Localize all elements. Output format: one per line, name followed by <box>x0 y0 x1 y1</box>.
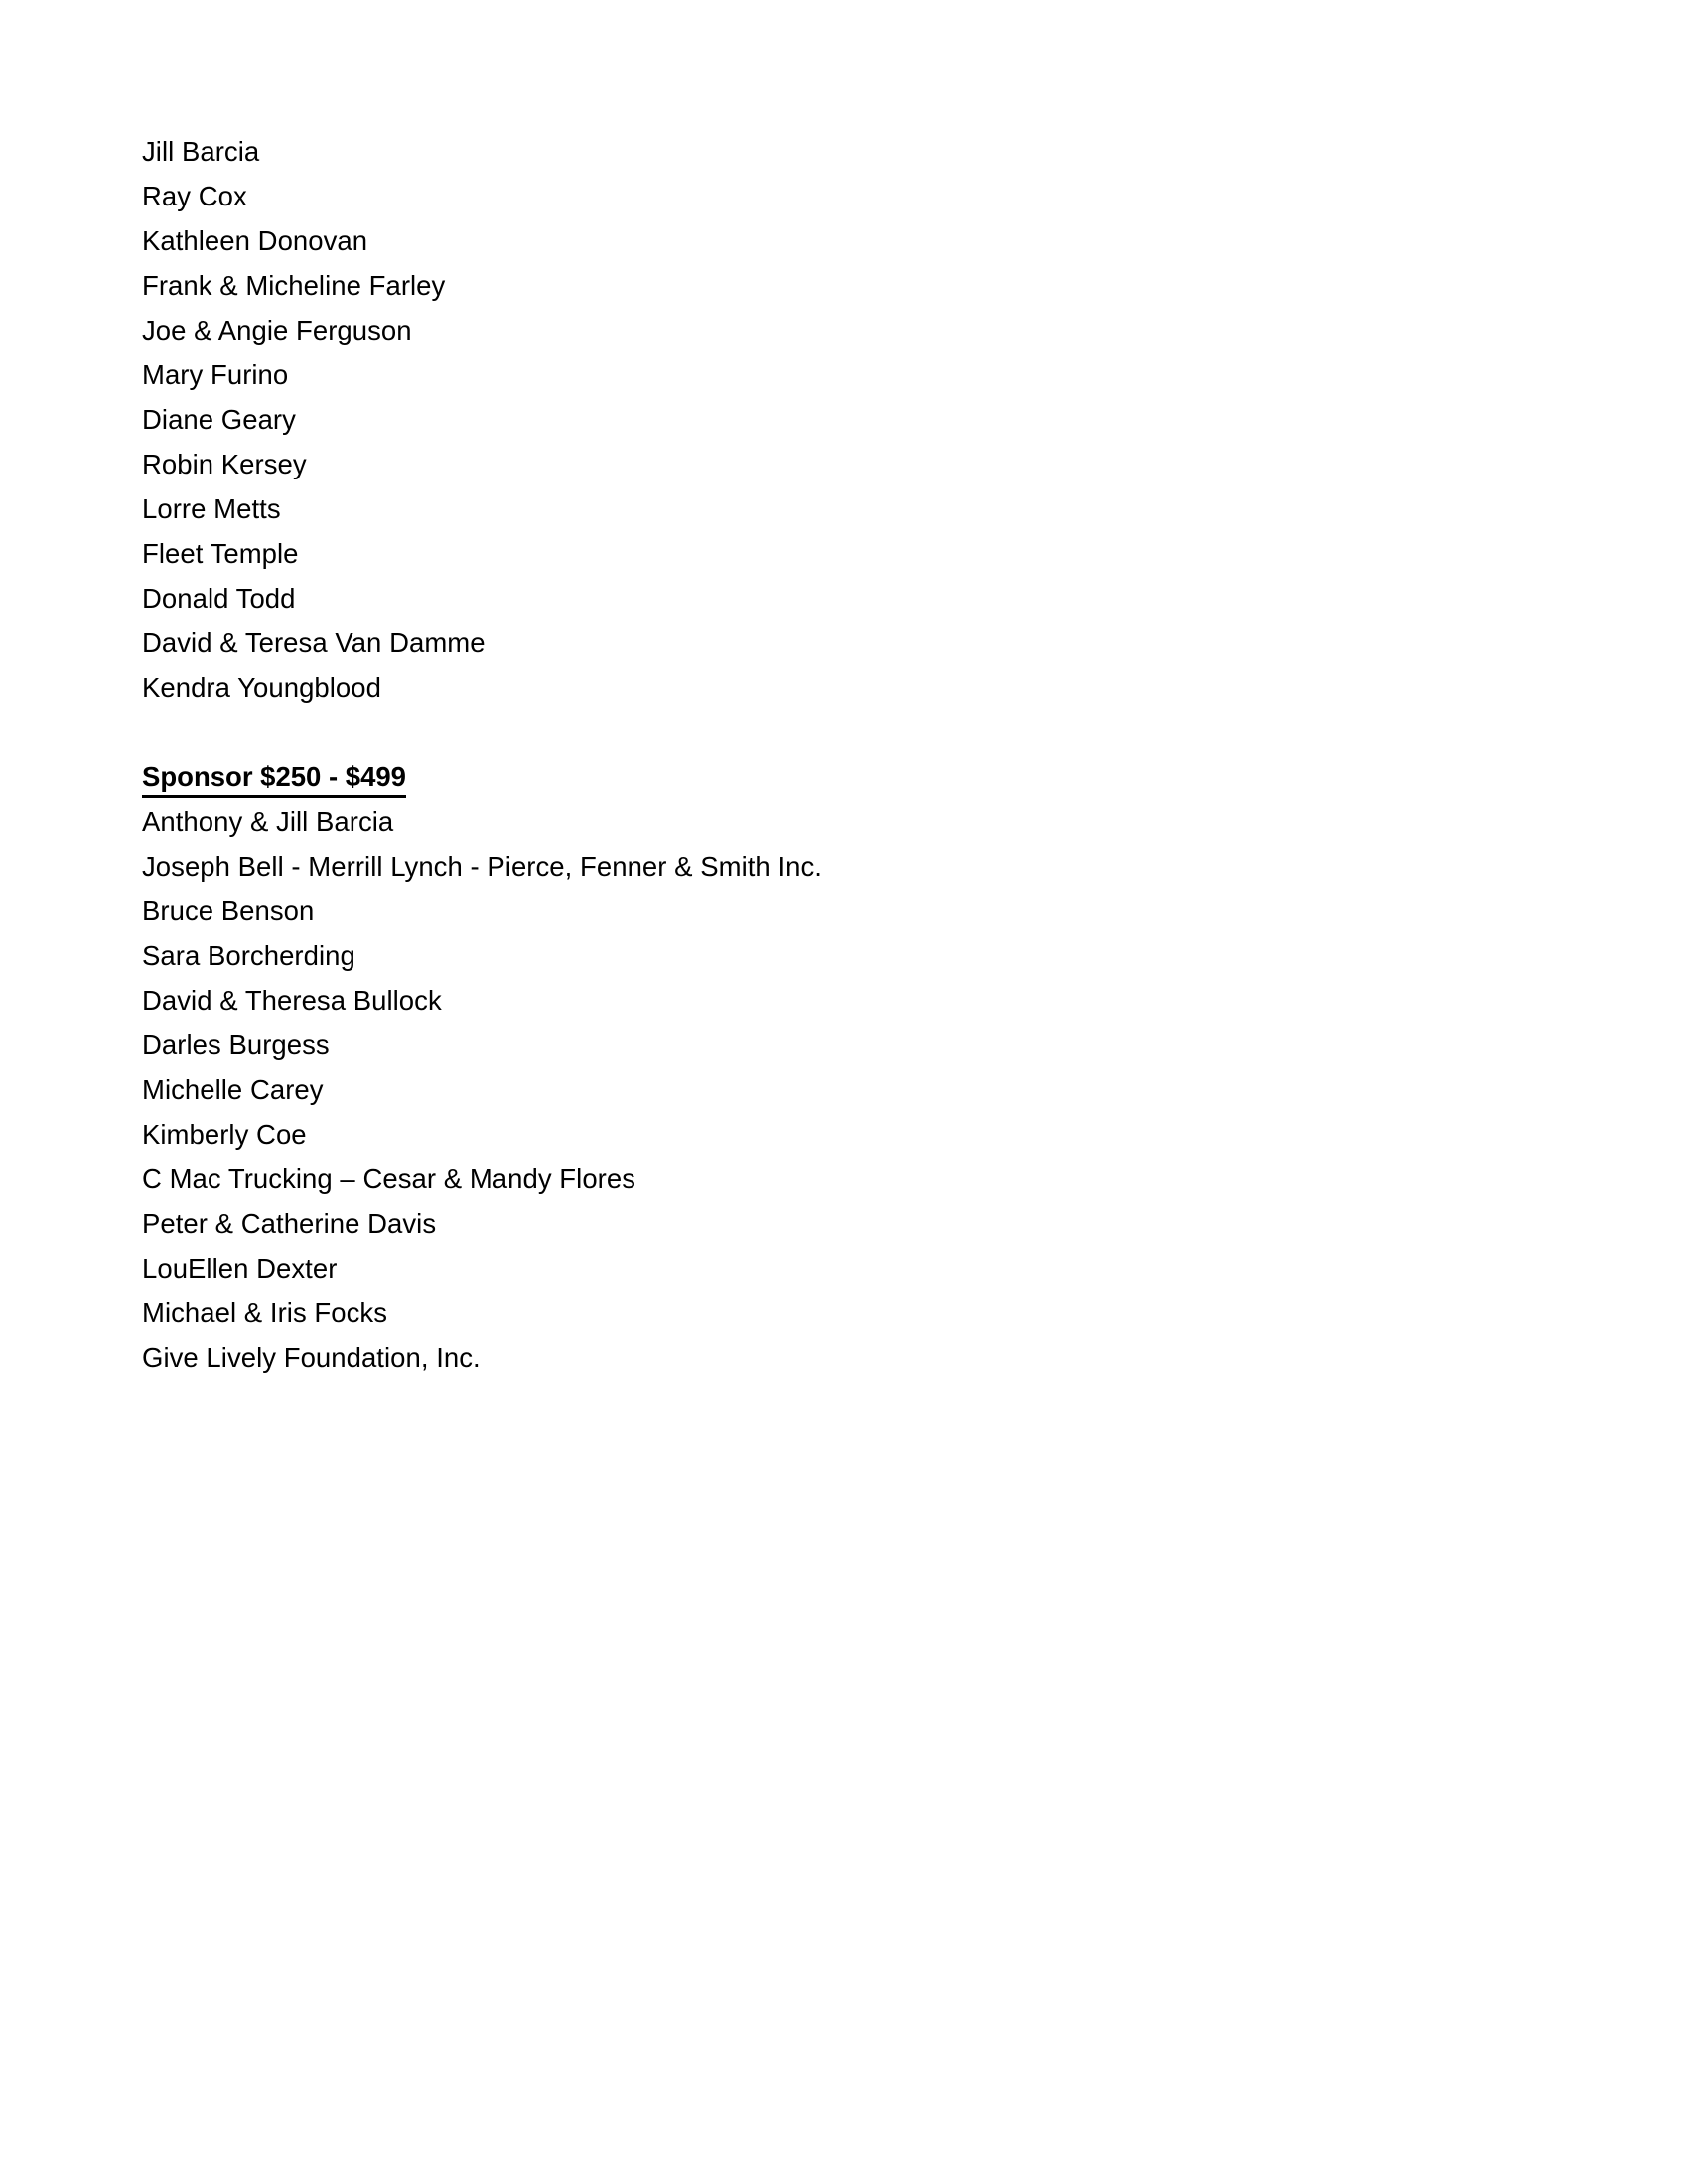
sponsor-name-line: Give Lively Foundation, Inc. <box>142 1342 481 1373</box>
sponsor-name-line: David & Teresa Van Damme <box>142 627 486 658</box>
sponsor-name-line: Darles Burgess <box>142 1029 330 1060</box>
sponsor-name-line: Ray Cox <box>142 181 247 211</box>
document-body <box>142 129 1532 1380</box>
sponsor-name-line: Jill Barcia <box>142 136 260 167</box>
sponsor-name-line: Joseph Bell - Merrill Lynch - Pierce, Fenner & Smith Inc. <box>142 851 822 882</box>
sponsor-name-line: Robin Kersey <box>142 449 307 479</box>
sponsor-name-line: LouEllen Dexter <box>142 1253 338 1284</box>
sponsor-name-line: Diane Geary <box>142 404 296 435</box>
section-heading-label: Sponsor $250 - $499 <box>142 760 406 798</box>
sponsor-name-line: Michael & Iris Focks <box>142 1297 388 1328</box>
sponsor-name-line: Frank & Micheline Farley <box>142 270 446 301</box>
sponsor-name-line: Kendra Youngblood <box>142 672 381 703</box>
sponsor-name-line: Sara Borcherding <box>142 940 355 971</box>
sponsor-name-line: Fleet Temple <box>142 538 299 569</box>
sponsor-name-line: Mary Furino <box>142 359 289 390</box>
sponsor-name-line: C Mac Trucking – Cesar & Mandy Flores <box>142 1163 636 1194</box>
sponsor-name-line: Joe & Angie Ferguson <box>142 315 412 345</box>
section-heading <box>142 754 1532 799</box>
sponsor-name-line: Kimberly Coe <box>142 1119 307 1150</box>
sponsor-name-line: Lorre Metts <box>142 493 281 524</box>
sponsor-name-line: Bruce Benson <box>142 895 315 926</box>
sponsor-name-line: Kathleen Donovan <box>142 225 368 256</box>
blank-line <box>142 710 1532 754</box>
sponsor-name-line: Anthony & Jill Barcia <box>142 806 394 837</box>
sponsor-name-line: Peter & Catherine Davis <box>142 1208 437 1239</box>
sponsor-name-line: Michelle Carey <box>142 1074 324 1105</box>
sponsor-name-line: Donald Todd <box>142 583 296 614</box>
sponsor-name-line: David & Theresa Bullock <box>142 985 442 1016</box>
